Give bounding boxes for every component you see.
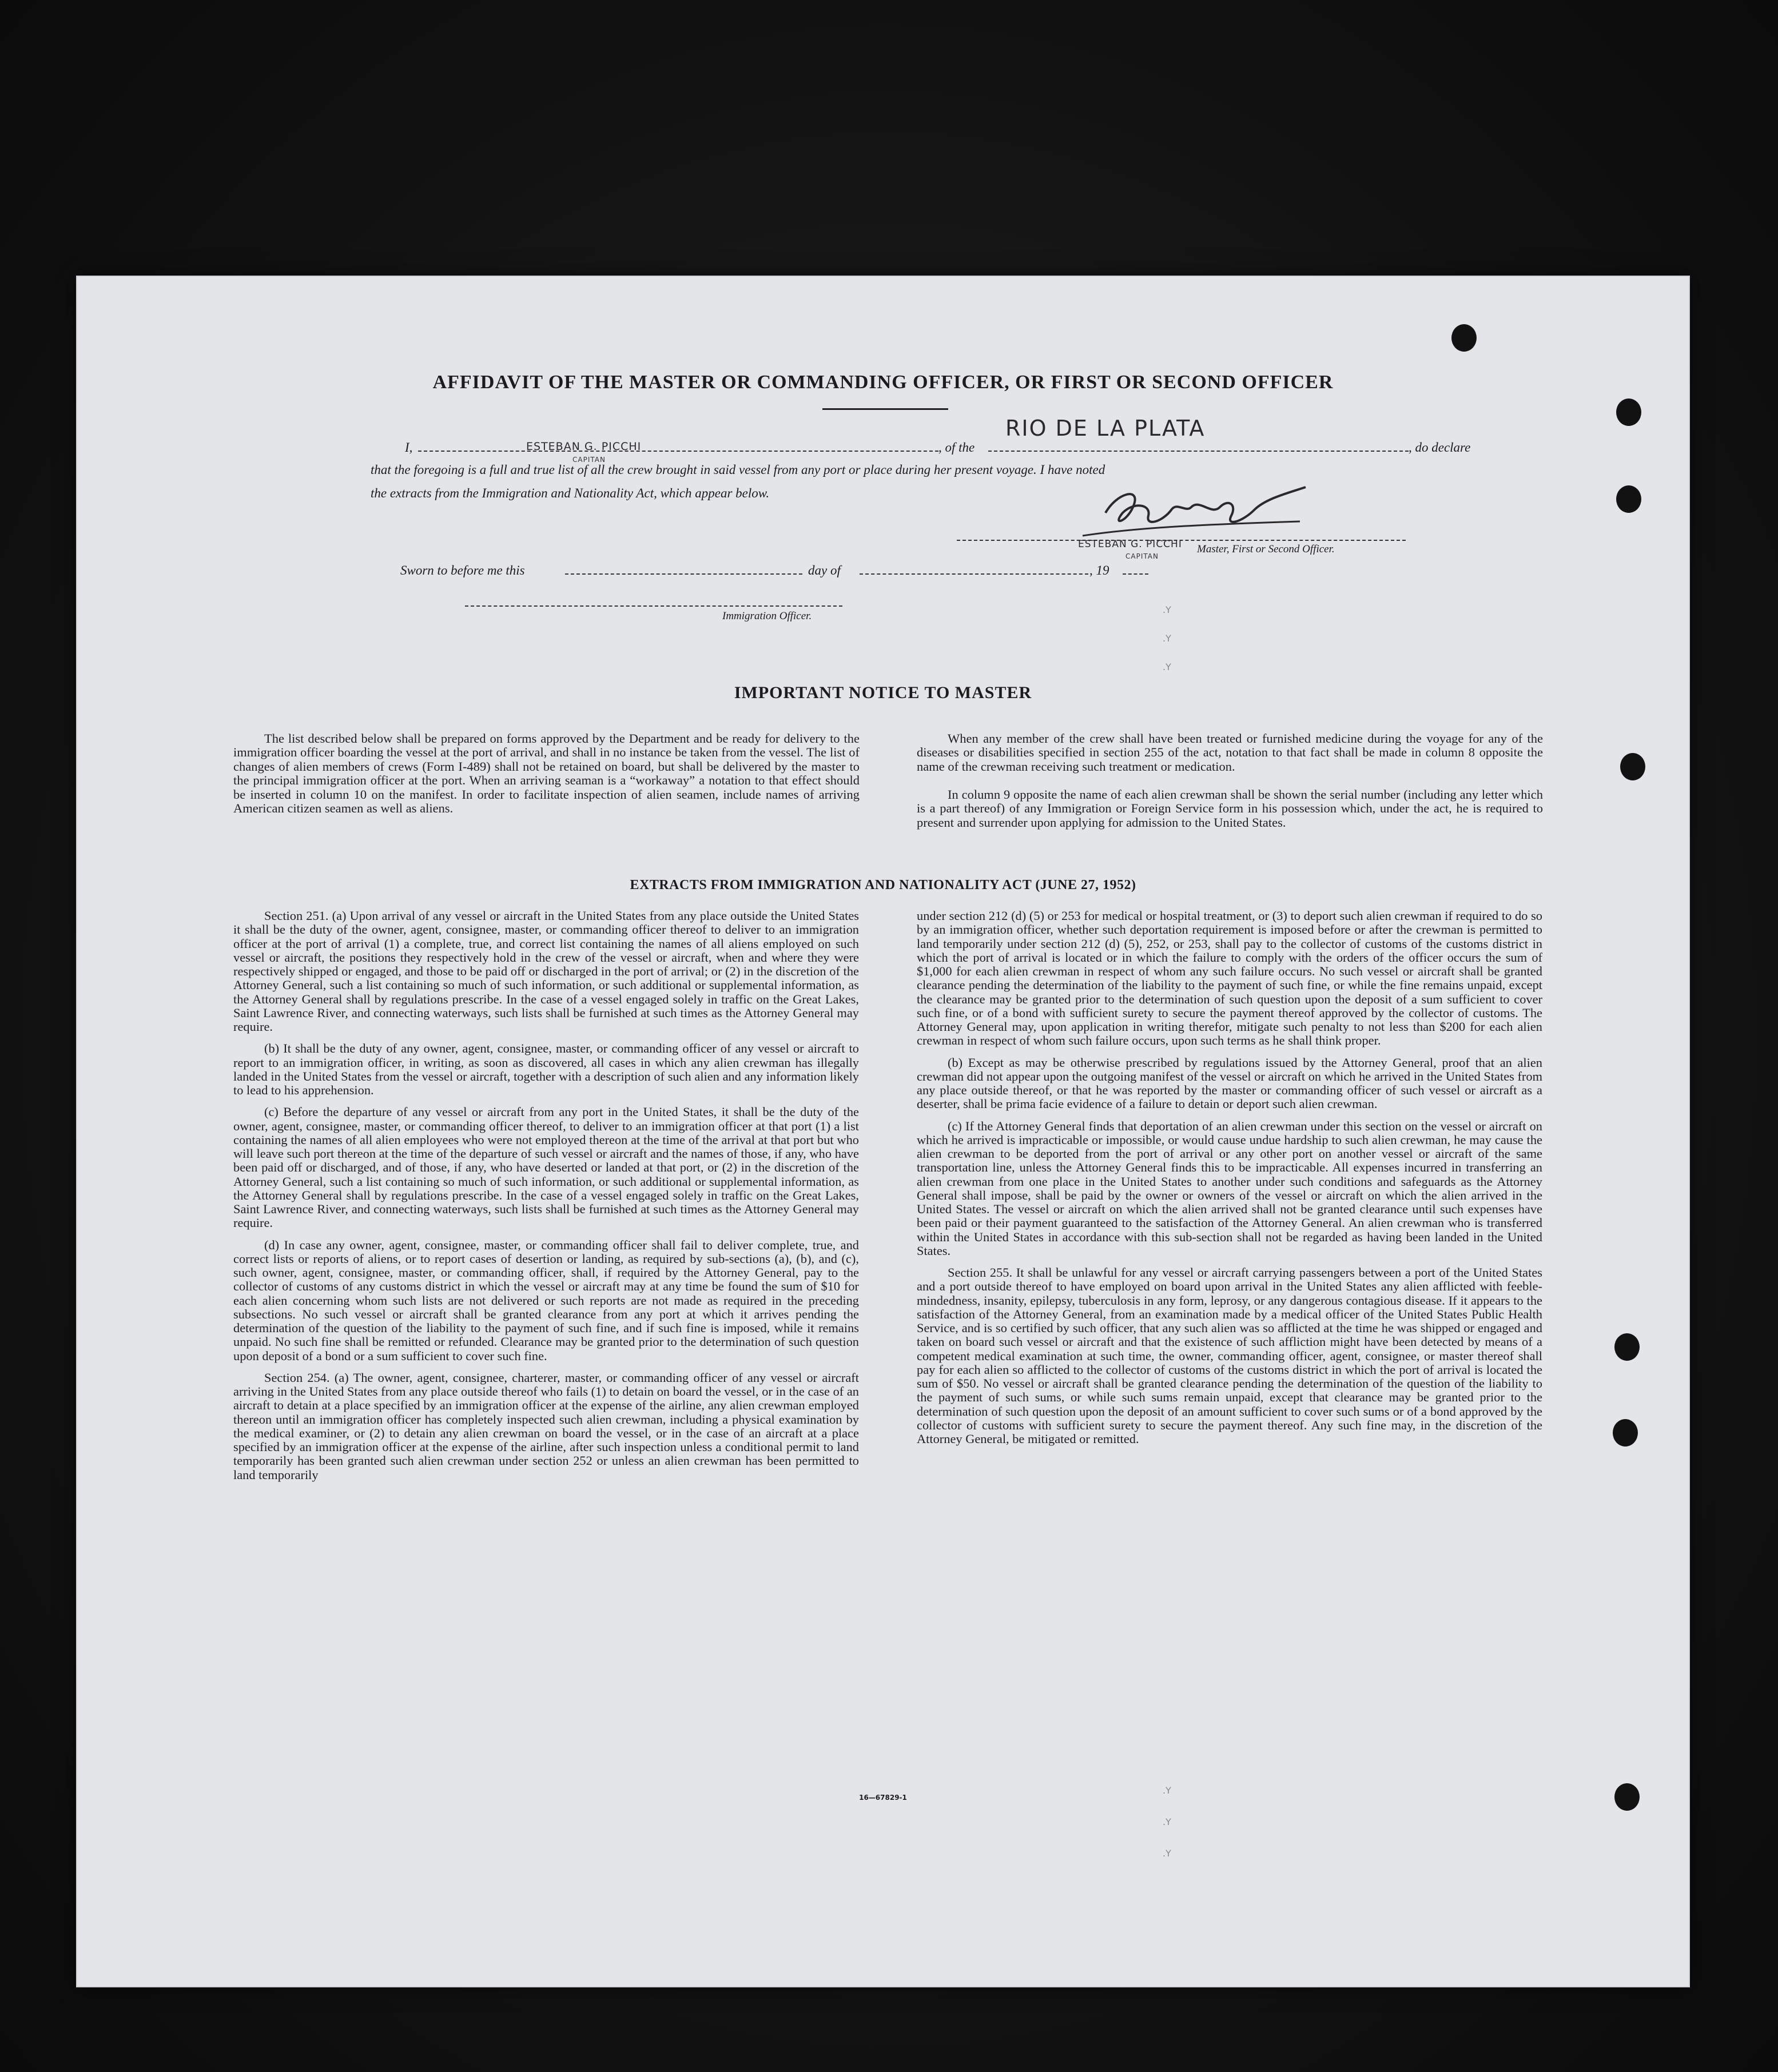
do-declare-label: , do declare — [1409, 440, 1471, 455]
section-254-c: (c) If the Attorney General finds that deportation of an alien crewman under this section on the vessel or aircraft on which he arrived is impracticable or impossible, or would cause undue hardship to such alien crewman, he may cause the alien crewman to be deported from the port of arrival or any other port on another vessel or aircraft of the same transportation line, unless the Attorney General finds this to be impracticable. All expenses incurred in transferring an alien crewman from one place in the United States to another under such conditions and safeguards as the Attorney General shall impose, shall be paid by the owner or owners of the vessel or aircraft on which the alien arrived in the United States. The vessel or aircraft on which the alien arrived shall not be granted clearance until such expenses have been paid or their payment guaranteed to the satisfaction of the Attorney General. An alien crewman who is transferred within the United States in accordance with this sub-section shall not be regarded as having been landed in the United States. — [917, 1118, 1542, 1258]
notice-right-paragraph-2: In column 9 opposite the name of each alien crewman shall be shown the serial number (including any letter which is a part thereof) of any Immigration or Foreign Service form in his possession which, under the act, he is required to present and surrender upon applying for admission to the United States. — [917, 787, 1543, 830]
signature-rank-typed: CAPITAN — [1125, 552, 1159, 560]
vessel-line — [988, 451, 1409, 452]
sworn-label: Sworn to before me this — [400, 563, 525, 577]
margin-mark: .Y — [1163, 1848, 1171, 1859]
year-line — [1123, 573, 1148, 575]
section-251-c: (c) Before the departure of any vessel or aircraft from any port in the United States, it shall be the duty of the owner, agent, consignee, master, or commanding officer thereof, to deliver to an immigration officer at that port (1) a list containing the names of all alien employees who were not employed thereon at the time of the arrival at that port but who will leave such port thereon at the time of the departure of such vessel or aircraft and the names of those, if any, who have been paid off or discharged, and of those, if any, who have deserted or landed at that port, or (2) in the discretion of the Attorney General, such a list containing so much of such information, or such additional or supplemental information, as the Attorney General shall by regulations prescribe. In the case of a vessel engaged solely in traffic on the Great Lakes, Saint Lawrence River, and connecting waterways, such lists shall be furnished at such times as the Attorney General may require. — [233, 1105, 859, 1230]
vessel-name: RIO DE LA PLATA — [1005, 416, 1206, 441]
punch-hole — [1616, 485, 1641, 513]
punch-hole — [1620, 753, 1645, 780]
immigration-officer-label: Immigration Officer. — [722, 610, 812, 622]
name-line — [418, 451, 938, 452]
extracts-title: EXTRACTS FROM IMMIGRATION AND NATIONALITY ACT (JUNE 27, 1952) — [630, 878, 1136, 892]
section-251-d: (d) In case any owner, agent, consignee, master, or commanding officer shall fail to deliver complete, true, and correct lists or reports of aliens, or to report cases of desertion or landing, as required by sub-sections (a), (b), and (c), such owner, agent, consignee, master, or commanding officer, shall, if required by the Attorney General, pay to the collector of customs of any customs district in which the vessel or aircraft may at any time be found the sum of $10 for each alien concerning whom such lists are not delivered or such reports are not made as required in the preceding subsections. No such vessel or aircraft shall be granted clearance from any port at which it arrives pending the determination of the question of the liability to the payment of such fine, and if such fine is imposed, while it remains unpaid. No such fine shall be remitted or refunded. Clearance may be granted prior to the determination of such question upon deposit of a bond or a sum sufficient to cover such fine. — [233, 1237, 859, 1363]
notice-title: IMPORTANT NOTICE TO MASTER — [734, 683, 1032, 702]
signature-caption: Master, First or Second Officer. — [1197, 543, 1335, 555]
day-of-label: day of — [808, 563, 841, 577]
notice-left-paragraph: The list described below shall be prepared on forms approved by the Department and be ready for delivery to the immigration officer boarding the vessel at the port of arrival, and shall in no instance be taken from the vessel. The list of changes of alien members of crews (Form I-489) shall not be retained on board, but shall be delivered by the master to the principal immigration officer at the port. When an arriving seaman is a “workaway” a notation to that effect should be inserted in column 10 on the manifest. In order to facilitate inspection of alien seamen, include names of arriving American citizen seamen as well as aliens. — [233, 731, 860, 816]
master-name-typed: ESTEBAN G. PICCHI — [526, 440, 642, 453]
margin-mark: .Y — [1163, 633, 1171, 644]
i-label: I, — [405, 440, 413, 455]
extracts-left-column — [233, 909, 859, 1490]
affidavit-line-3: the extracts from the Immigration and Nationality Act, which appear below. — [371, 486, 770, 500]
affidavit-title: AFFIDAVIT OF THE MASTER OR COMMANDING OFFICER, OR FIRST OR SECOND OFFICER — [432, 372, 1334, 393]
title-rule — [822, 408, 948, 410]
affidavit-line-2: that the foregoing is a full and true list of all the crew brought in said vessel from any port or place during her present voyage. I have noted — [371, 463, 1105, 477]
margin-mark: .Y — [1163, 604, 1171, 615]
section-251-a: Section 251. (a) Upon arrival of any vessel or aircraft in the United States from any place outside the United States it shall be the duty of the owner, agent, consignee, master, or commanding officer thereof to deliver to an immigration officer at the port of arrival (1) a complete, true, and correct list containing the names of all aliens employed on such vessel or aircraft, the positions they respectively hold in the crew of the vessel or aircraft, when and where they were respectively shipped or engaged, and those to be paid off or discharged in the port of arrival; or (2) in the discretion of the Attorney General, such a list containing so much of such information, or such additional or supplemental information, as the Attorney General shall by regulations prescribe. In the case of a vessel engaged solely in traffic on the Great Lakes, Saint Lawrence River, and connecting waterways, such lists shall be furnished at such times as the Attorney General may require. — [233, 909, 859, 1034]
officer-line — [465, 605, 842, 607]
master-rank-typed: CAPITAN — [572, 456, 606, 464]
section-254-b: (b) Except as may be otherwise prescribed by regulations issued by the Attorney General, proof that an alien crewman did not appear upon the outgoing manifest of the vessel or aircraft on which he arrived in the United States from any place outside thereof, or that he was reported by the master or commanding officer of such vessel or aircraft as a deserter, shall be prima facie evidence of a failure to detain or deport such alien crewman. — [917, 1055, 1542, 1111]
year-label: , 19 — [1089, 563, 1109, 577]
signature-name-typed: ESTEBAN G. PICCHI — [1078, 539, 1182, 550]
punch-hole — [1451, 324, 1477, 352]
notice-right-paragraph-1: When any member of the crew shall have been treated or furnished medicine during the voyage for any of the diseases or disabilities specified in section 255 of the act, notation to that fact shall be made in column 8 opposite the name of the crewman receiving such treatment or medication. — [917, 731, 1543, 774]
section-254-a: Section 254. (a) The owner, agent, consignee, charterer, master, or commanding officer of any vessel or aircraft arriving in the United States from any place outside thereof who fails (1) to detain on board the vessel, or in the case of an aircraft to detain at a place specified by an immigration officer at the expense of the airline, any alien crewman employed thereon until an immigration officer has completely inspected such alien crewman, including a physical examination by the medical examiner, or (2) to detain any alien crewman on board the vessel, or in the case of an aircraft at a place specified by an immigration officer at the expense of the airline, after such inspection unless a conditional permit to land temporarily has been granted such alien crewman under section 252 or unless an alien crewman has been permitted to land temporarily — [233, 1370, 859, 1482]
punch-hole — [1613, 1419, 1638, 1447]
section-251-b: (b) It shall be the duty of any owner, agent, consignee, master, or commanding officer of any vessel or aircraft to report to an immigration officer, in writing, as soon as discovered, all cases in which any alien crewman has illegally landed in the United States from the vessel or aircraft, together with a description of such alien and any information likely to lead to his apprehension. — [233, 1041, 859, 1097]
margin-mark: .Y — [1163, 662, 1171, 672]
document-page — [76, 276, 1690, 1987]
extracts-right-column — [917, 909, 1542, 1454]
section-255: Section 255. It shall be unlawful for any vessel or aircraft carrying passengers between a port of the United States and a port outside thereof to have employed on board upon arrival in the United States any alien afflicted with feeble-mindedness, insanity, epilepsy, tuberculosis in any form, leprosy, or any dangerous contagious disease. If it appears to the satisfaction of the Attorney General, from an examination made by a medical officer of the United States Public Health Service, and is so certified by such officer, that any such alien was so afflicted at the time he was shipped or engaged and taken on board such vessel or aircraft and that the existence of such affliction might have been detected by means of a competent medical examination at such time, the owner, commanding officer, agent, consignee, or master thereof shall pay for each alien so afflicted to the collector of customs of the customs district in which the port of arrival is located the sum of $50. No vessel or aircraft shall be granted clearance pending the determination of the question of the liability to the payment of such sums, or while such sums remain unpaid, except that clearance may be granted prior to the determination of such question upon the deposit of an amount sufficient to cover such sums or of a bond approved by the collector of customs with sufficient surety to secure the payment thereof. Any such fine may, in the discretion of the Attorney General, be mitigated or remitted. — [917, 1265, 1542, 1446]
sworn-date-line — [565, 573, 802, 575]
punch-hole — [1616, 399, 1641, 426]
signature-mark — [1071, 481, 1311, 544]
month-line — [860, 573, 1088, 575]
margin-mark: .Y — [1163, 1785, 1171, 1796]
section-254-a-continued: under section 212 (d) (5) or 253 for medical or hospital treatment, or (3) to deport such alien crewman if required to do so by an immigration officer, whether such deportation requirement is imposed before or after the crewman is permitted to land temporarily under section 212 (d) (5), 252, or 253, shall pay to the collector of customs of the customs district in which the port of arrival is located or in which the failure to comply with the orders of the officer occurs the sum of $1,000 for each alien crewman in respect of whom any such failure occurs. No such vessel or aircraft shall be granted clearance pending the determination of the liability to the payment of such fine, or while the fine remains unpaid, except the clearance may be granted prior to the determination of such question upon the deposit of a sum sufficient to cover such fine, or of a bond with sufficient surety to secure the payment thereof approved by the collector of customs. The Attorney General may, upon application in writing therefor, mitigate such penalty to not less than $200 for each alien crewman in respect of whom such failure occurs, upon such terms as he shall think proper. — [917, 909, 1542, 1048]
margin-mark: .Y — [1163, 1816, 1171, 1827]
of-the-label: , of the — [938, 440, 975, 455]
form-code: 16—67829-1 — [859, 1794, 907, 1802]
punch-hole — [1614, 1333, 1640, 1361]
